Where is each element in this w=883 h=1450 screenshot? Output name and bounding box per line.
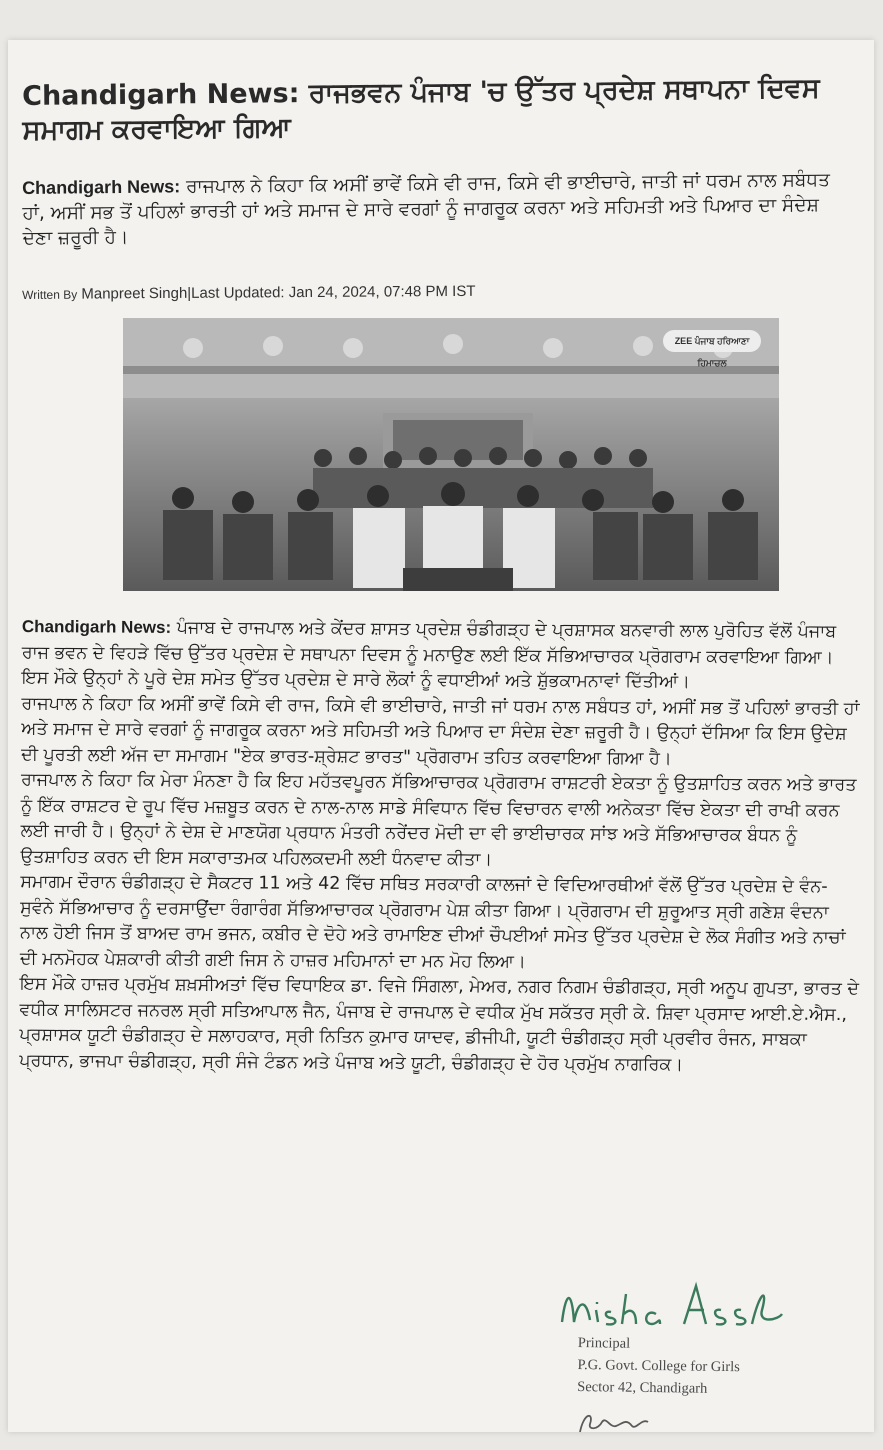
stamp-title: Principal xyxy=(577,1334,631,1352)
channel-logo: ZEE ਪੰਜਾਬ ਹਰਿਆਣਾ ਹਿਮਾਚਲ xyxy=(663,330,761,352)
principal-stamp xyxy=(577,1332,838,1402)
article-headline: Chandigarh News: ਰਾਜਭਵਨ ਪੰਜਾਬ 'ਚ ਉੱਤਰ ਪ੍ਰਦੇਸ਼ ਸਥਾਪਨਾ ਦਿਵਸ ਸਮਾਗਮ ਕਰਵਾਇਆ ਗਿਆ xyxy=(22,72,820,146)
lead-text: ਰਾਜਪਾਲ ਨੇ ਕਿਹਾ ਕਿ ਅਸੀਂ ਭਾਵੇਂ ਕਿਸੇ ਵੀ ਰਾਜ, ਕਿਸੇ ਵੀ ਭਾਈਚਾਰੇ, ਜਾਤੀ ਜਾਂ ਧਰਮ ਨਾਲ ਸਬੰਧਤ ਹਾਂ, ਅਸੀਂ ਸਭ ਤੋਂ ਪਹਿਲਾਂ ਭਾਰਤੀ ਹਾਂ ਅਤੇ ਸਮਾਜ ਦੇ ਸਾਰੇ ਵਰਗਾਂ ਨੂੰ ਜਾਗਰੂਕ ਕਰਨਾ ਅਤੇ ਸਹਿਮਤੀ ਅਤੇ ਪਿਆਰ ਦਾ ਸੰਦੇਸ਼ ਦੇਣਾ ਜ਼ਰੂਰੀ ਹੈ। xyxy=(22,169,830,249)
p1-prefix: Chandigarh News: xyxy=(21,616,172,637)
stamp-sector: Sector 42, Chandigarh xyxy=(577,1378,708,1397)
news-clipping xyxy=(19,72,860,1075)
p1-text: ਪੰਜਾਬ ਦੇ ਰਾਜਪਾਲ ਅਤੇ ਕੇਂਦਰ ਸ਼ਾਸਤ ਪ੍ਰਦੇਸ਼ ਚੰਡੀਗੜ੍ਹ ਦੇ ਪ੍ਰਸ਼ਾਸਕ ਬਨਵਾਰੀ ਲਾਲ ਪੁਰੋਹਿਤ ਵੱਲੋਂ ਪੰਜਾਬ ਰਾਜ ਭਵਨ ਦੇ ਵਿਹੜੇ ਵਿੱਚ ਉੱਤਰ ਪ੍ਰਦੇਸ਼ ਦੇ ਸਥਾਪਨਾ ਦਿਵਸ ਨੂੰ ਮਨਾਉਣ ਲਈ ਇੱਕ ਸੱਭਿਆਚਾਰਕ ਪ੍ਰੋਗਰਾਮ ਕਰਵਾਇਆ ਗਿਆ। ਇਸ ਮੌਕੇ ਉਨ੍ਹਾਂ ਨੇ ਪੂਰੇ ਦੇਸ਼ ਸਮੇਤ ਉੱਤਰ ਪ੍ਰਦੇਸ਼ ਦੇ ਸਾਰੇ ਲੋਕਾਂ ਨੂੰ ਵਧਾਈਆਂ ਅਤੇ ਸ਼ੁੱਭਕਾਮਨਾਵਾਂ ਦਿੱਤੀਆਂ। xyxy=(21,617,837,693)
byline-prefix: Written By xyxy=(22,287,78,302)
article-byline xyxy=(22,280,822,303)
stamp-college: P.G. Govt. College for Girls xyxy=(577,1356,740,1376)
event-photo xyxy=(123,318,779,591)
byline-text: Manpreet Singh|Last Updated: Jan 24, 2024, 07:48 PM IST xyxy=(77,282,476,303)
lead-prefix: Chandigarh News: xyxy=(22,176,181,198)
signature-block xyxy=(556,1280,856,1450)
article-lead xyxy=(22,167,843,251)
article-body xyxy=(19,614,862,1079)
paragraph-2: ਰਾਜਪਾਲ ਨੇ ਕਿਹਾ ਕਿ ਅਸੀਂ ਭਾਵੇਂ ਕਿਸੇ ਵੀ ਰਾਜ, ਕਿਸੇ ਵੀ ਭਾਈਚਾਰੇ, ਜਾਤੀ ਜਾਂ ਧਰਮ ਨਾਲ ਸਬੰਧਤ ਹਾਂ, ਅਸੀਂ ਸਭ ਤੋਂ ਪਹਿਲਾਂ ਭਾਰਤੀ ਹਾਂ ਅਤੇ ਸਮਾਜ ਦੇ ਸਾਰੇ ਵਰਗਾਂ ਨੂੰ ਜਾਗਰੂਕ ਕਰਨਾ ਅਤੇ ਸਹਿਮਤੀ ਅਤੇ ਪਿਆਰ ਦਾ ਸੰਦੇਸ਼ ਦੇਣਾ ਜ਼ਰੂਰੀ ਹੈ। ਉਨ੍ਹਾਂ ਦੱਸਿਆ ਕਿ ਇਸ ਉਦੇਸ਼ ਦੀ ਪੂਰਤੀ ਲਈ ਅੱਜ ਦਾ ਸਮਾਗਮ "ਏਕ ਭਾਰਤ-ਸ਼੍ਰੇਸ਼ਟ ਭਾਰਤ" ਪ੍ਰੋਗਰਾਮ ਤਹਿਤ ਕਰਵਾਇਆ ਗਿਆ ਹੈ। xyxy=(21,693,860,769)
document-sheet xyxy=(8,40,874,1432)
initials-mark xyxy=(576,1408,656,1438)
handwritten-signature xyxy=(556,1280,786,1335)
group-photo-illustration xyxy=(123,318,779,591)
paragraph-3: ਰਾਜਪਾਲ ਨੇ ਕਿਹਾ ਕਿ ਮੇਰਾ ਮੰਨਣਾ ਹੈ ਕਿ ਇਹ ਮਹੱਤਵਪੂਰਨ ਸੱਭਿਆਚਾਰਕ ਪ੍ਰੋਗਰਾਮ ਰਾਸ਼ਟਰੀ ਏਕਤਾ ਨੂੰ ਉਤਸ਼ਾਹਿਤ ਕਰਨ ਅਤੇ ਭਾਰਤ ਨੂੰ ਇੱਕ ਰਾਸ਼ਟਰ ਦੇ ਰੂਪ ਵਿੱਚ ਮਜ਼ਬੂਤ ਕਰਨ ਦੇ ਨਾਲ-ਨਾਲ ਸਾਡੇ ਸੰਵਿਧਾਨ ਵਿੱਚ ਵਿਚਾਰਨ ਵਾਲੀ ਅਨੇਕਤਾ ਵਿੱਚ ਏਕਤਾ ਦੀ ਰਾਖੀ ਕਰਨ ਲਈ ਜਾਰੀ ਹੈ। ਉਨ੍ਹਾਂ ਨੇ ਦੇਸ਼ ਦੇ ਮਾਣਯੋਗ ਪ੍ਰਧਾਨ ਮੰਤਰੀ ਨਰੇਂਦਰ ਮੋਦੀ ਦਾ ਵੀ ਭਾਈਚਾਰਕ ਸਾਂਝ ਅਤੇ ਸੱਭਿਆਚਾਰਕ ਬੰਧਨ ਨੂੰ ਉਤਸ਼ਾਹਿਤ ਕਰਨ ਦੀ ਇਸ ਸਕਾਰਾਤਮਕ ਪਹਿਲਕਦਮੀ ਲਈ ਧੰਨਵਾਦ ਕੀਤਾ। xyxy=(20,769,857,870)
paragraph-4: ਸਮਾਗਮ ਦੌਰਾਨ ਚੰਡੀਗੜ੍ਹ ਦੇ ਸੈਕਟਰ 11 ਅਤੇ 42 ਵਿੱਚ ਸਥਿਤ ਸਰਕਾਰੀ ਕਾਲਜਾਂ ਦੇ ਵਿਦਿਆਰਥੀਆਂ ਵੱਲੋਂ ਉੱਤਰ ਪ੍ਰਦੇਸ਼ ਦੇ ਵੰਨ-ਸੁਵੰਨੇ ਸੱਭਿਆਚਾਰ ਨੂੰ ਦਰਸਾਉਂਦਾ ਰੰਗਾਰੰਗ ਸੱਭਿਆਚਾਰਕ ਪ੍ਰੋਗਰਾਮ ਪੇਸ਼ ਕੀਤਾ ਗਿਆ। ਪ੍ਰੋਗਰਾਮ ਦੀ ਸ਼ੁਰੂਆਤ ਸ੍ਰੀ ਗਣੇਸ਼ ਵੰਦਨਾ ਨਾਲ ਹੋਈ ਜਿਸ ਤੋਂ ਬਾਅਦ ਰਾਮ ਭਜਨ, ਕਬੀਰ ਦੇ ਦੋਹੇ ਅਤੇ ਰਾਮਾਇਣ ਦੀਆਂ ਚੌਪਈਆਂ ਸਮੇਤ ਉੱਤਰ ਪ੍ਰਦੇਸ਼ ਦੇ ਲੋਕ ਸੰਗੀਤ ਅਤੇ ਨਾਚਾਂ ਦੀ ਮਨਮੋਹਕ ਪੇਸ਼ਕਾਰੀ ਕੀਤੀ ਗਈ ਜਿਸ ਨੇ ਹਾਜ਼ਰ ਮਹਿਮਾਨਾਂ ਦਾ ਮਨ ਮੋਹ ਲਿਆ। xyxy=(19,871,846,972)
paragraph-1 xyxy=(22,614,862,697)
paragraph-5: ਇਸ ਮੌਕੇ ਹਾਜ਼ਰ ਪ੍ਰਮੁੱਖ ਸ਼ਖ਼ਸੀਅਤਾਂ ਵਿੱਚ ਵਿਧਾਇਕ ਡਾ. ਵਿਜੇ ਸਿੰਗਲਾ, ਮੇਅਰ, ਨਗਰ ਨਿਗਮ ਚੰਡੀਗੜ੍ਹ, ਸ੍ਰੀ ਅਨੂਪ ਗੁਪਤਾ, ਭਾਰਤ ਦੇ ਵਧੀਕ ਸਾਲਿਸਟਰ ਜਨਰਲ ਸ੍ਰੀ ਸਤਿਆਪਾਲ ਜੈਨ, ਪੰਜਾਬ ਦੇ ਰਾਜਪਾਲ ਦੇ ਵਧੀਕ ਮੁੱਖ ਸਕੱਤਰ ਸ੍ਰੀ ਕੇ. ਸ਼ਿਵਾ ਪ੍ਰਸਾਦ ਆਈ.ਏ.ਐਸ., ਪ੍ਰਸ਼ਾਸਕ ਯੂਟੀ ਚੰਡੀਗੜ੍ਹ ਦੇ ਸਲਾਹਕਾਰ, ਸ੍ਰੀ ਨਿਤਿਨ ਕੁਮਾਰ ਯਾਦਵ, ਡੀਜੀਪੀ, ਯੂਟੀ ਚੰਡੀਗੜ੍ਹ ਸ੍ਰੀ ਪ੍ਰਵੀਰ ਰੰਜਨ, ਸਾਬਕਾ ਪ੍ਰਧਾਨ, ਭਾਜਪਾ ਚੰਡੀਗੜ੍ਹ, ਸ੍ਰੀ ਸੰਜੇ ਟੰਡਨ ਅਤੇ ਪੰਜਾਬ ਅਤੇ ਯੂਟੀ, ਚੰਡੀਗੜ੍ਹ ਦੇ ਹੋਰ ਪ੍ਰਮੁੱਖ ਨਾਗਰਿਕ। xyxy=(19,973,860,1075)
